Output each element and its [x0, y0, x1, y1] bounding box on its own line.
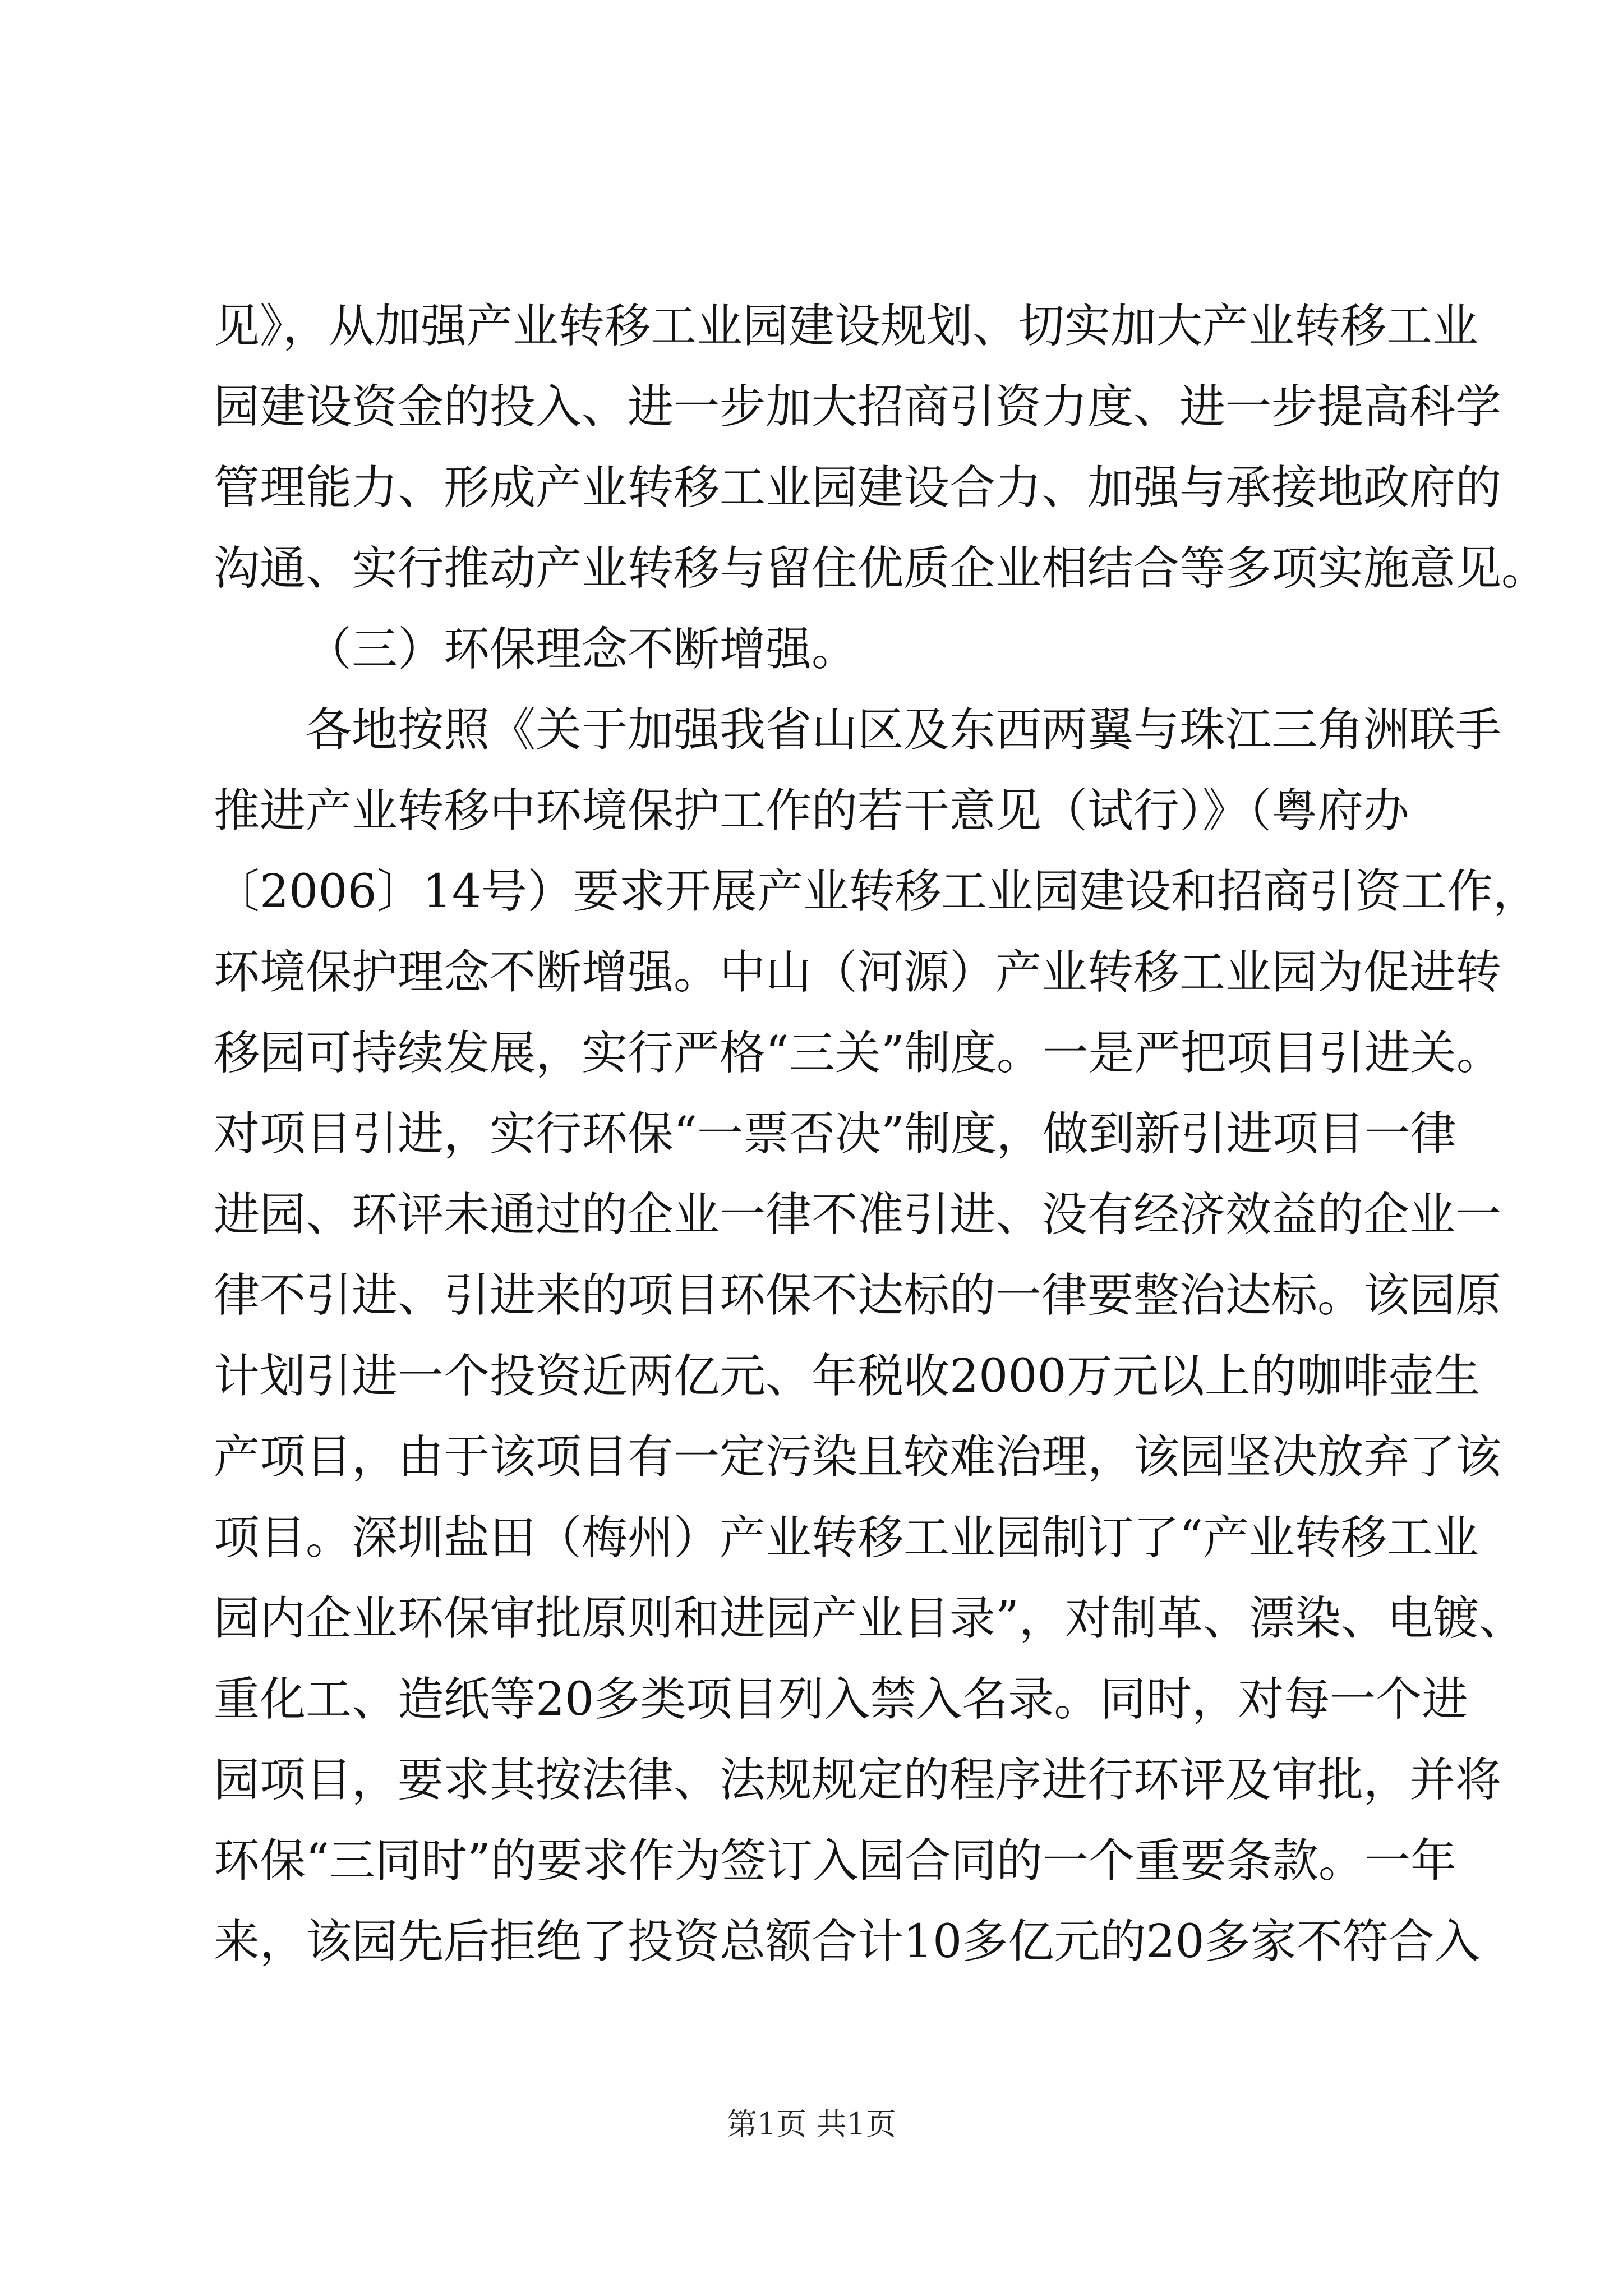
text-line: 对项目引进，实行环保“一票否决”制度，做到新引进项目一律: [214, 1107, 1456, 1161]
text-line: 环境保护理念不断增强。中山（河源）产业转移工业园为促进转: [214, 946, 1502, 999]
text-line: 移园可持续发展，实行严格“三关”制度。一是严把项目引进关。: [214, 1027, 1502, 1080]
text-line: 园项目，要求其按法律、法规规定的程序进行环评及审批，并将: [214, 1754, 1502, 1807]
text-line: 园建设资金的投入、进一步加大招商引资力度、进一步提高科学: [214, 380, 1502, 434]
text-line: 见》，从加强产业转移工业园建设规划、切实加大产业转移工业: [214, 300, 1479, 353]
text-line: 律不引进、引进来的项目环保不达标的一律要整治达标。该园原: [214, 1269, 1502, 1322]
text-line: 产项目，由于该项目有一定污染且较难治理，该园坚决放弃了该: [214, 1430, 1502, 1484]
text-line: 重化工、造纸等20多类项目列入禁入名录。同时，对每一个进: [214, 1673, 1468, 1726]
text-line: 项目。深圳盐田（梅州）产业转移工业园制订了“产业转移工业: [214, 1511, 1479, 1565]
text-line: 进园、环评未通过的企业一律不准引进、没有经济效益的企业一: [214, 1188, 1502, 1241]
text-line: 来，该园先后拒绝了投资总额合计10多亿元的20多家不符合入: [214, 1915, 1481, 1968]
text-line: 推进产业转移中环境保护工作的若干意见（试行）》（粤府办: [214, 784, 1410, 838]
text-line: 管理能力、形成产业转移工业园建设合力、加强与承接地政府的: [214, 461, 1502, 514]
text-line: 环保“三同时”的要求作为签订入园合同的一个重要条款。一年: [214, 1834, 1456, 1888]
text-line: 计划引进一个投资近两亿元、年税收2000万元以上的咖啡壶生: [214, 1350, 1481, 1403]
section-heading: （三）环保理念不断增强。: [306, 623, 858, 676]
text-line: 〔2006〕14号）要求开展产业转移工业园建设和招商引资工作，: [214, 865, 1539, 918]
text-line: 园内企业环保审批原则和进园产业目录”，对制革、漂染、电镀、: [214, 1592, 1525, 1645]
text-line: 沟通、实行推动产业转移与留住优质企业相结合等多项实施意见。: [214, 542, 1548, 595]
page-number-footer: 第1页 共1页: [727, 2106, 896, 2142]
document-body: [214, 286, 1548, 1982]
text-line: 各地按照《关于加强我省山区及东西两翼与珠江三角洲联手: [306, 703, 1502, 757]
